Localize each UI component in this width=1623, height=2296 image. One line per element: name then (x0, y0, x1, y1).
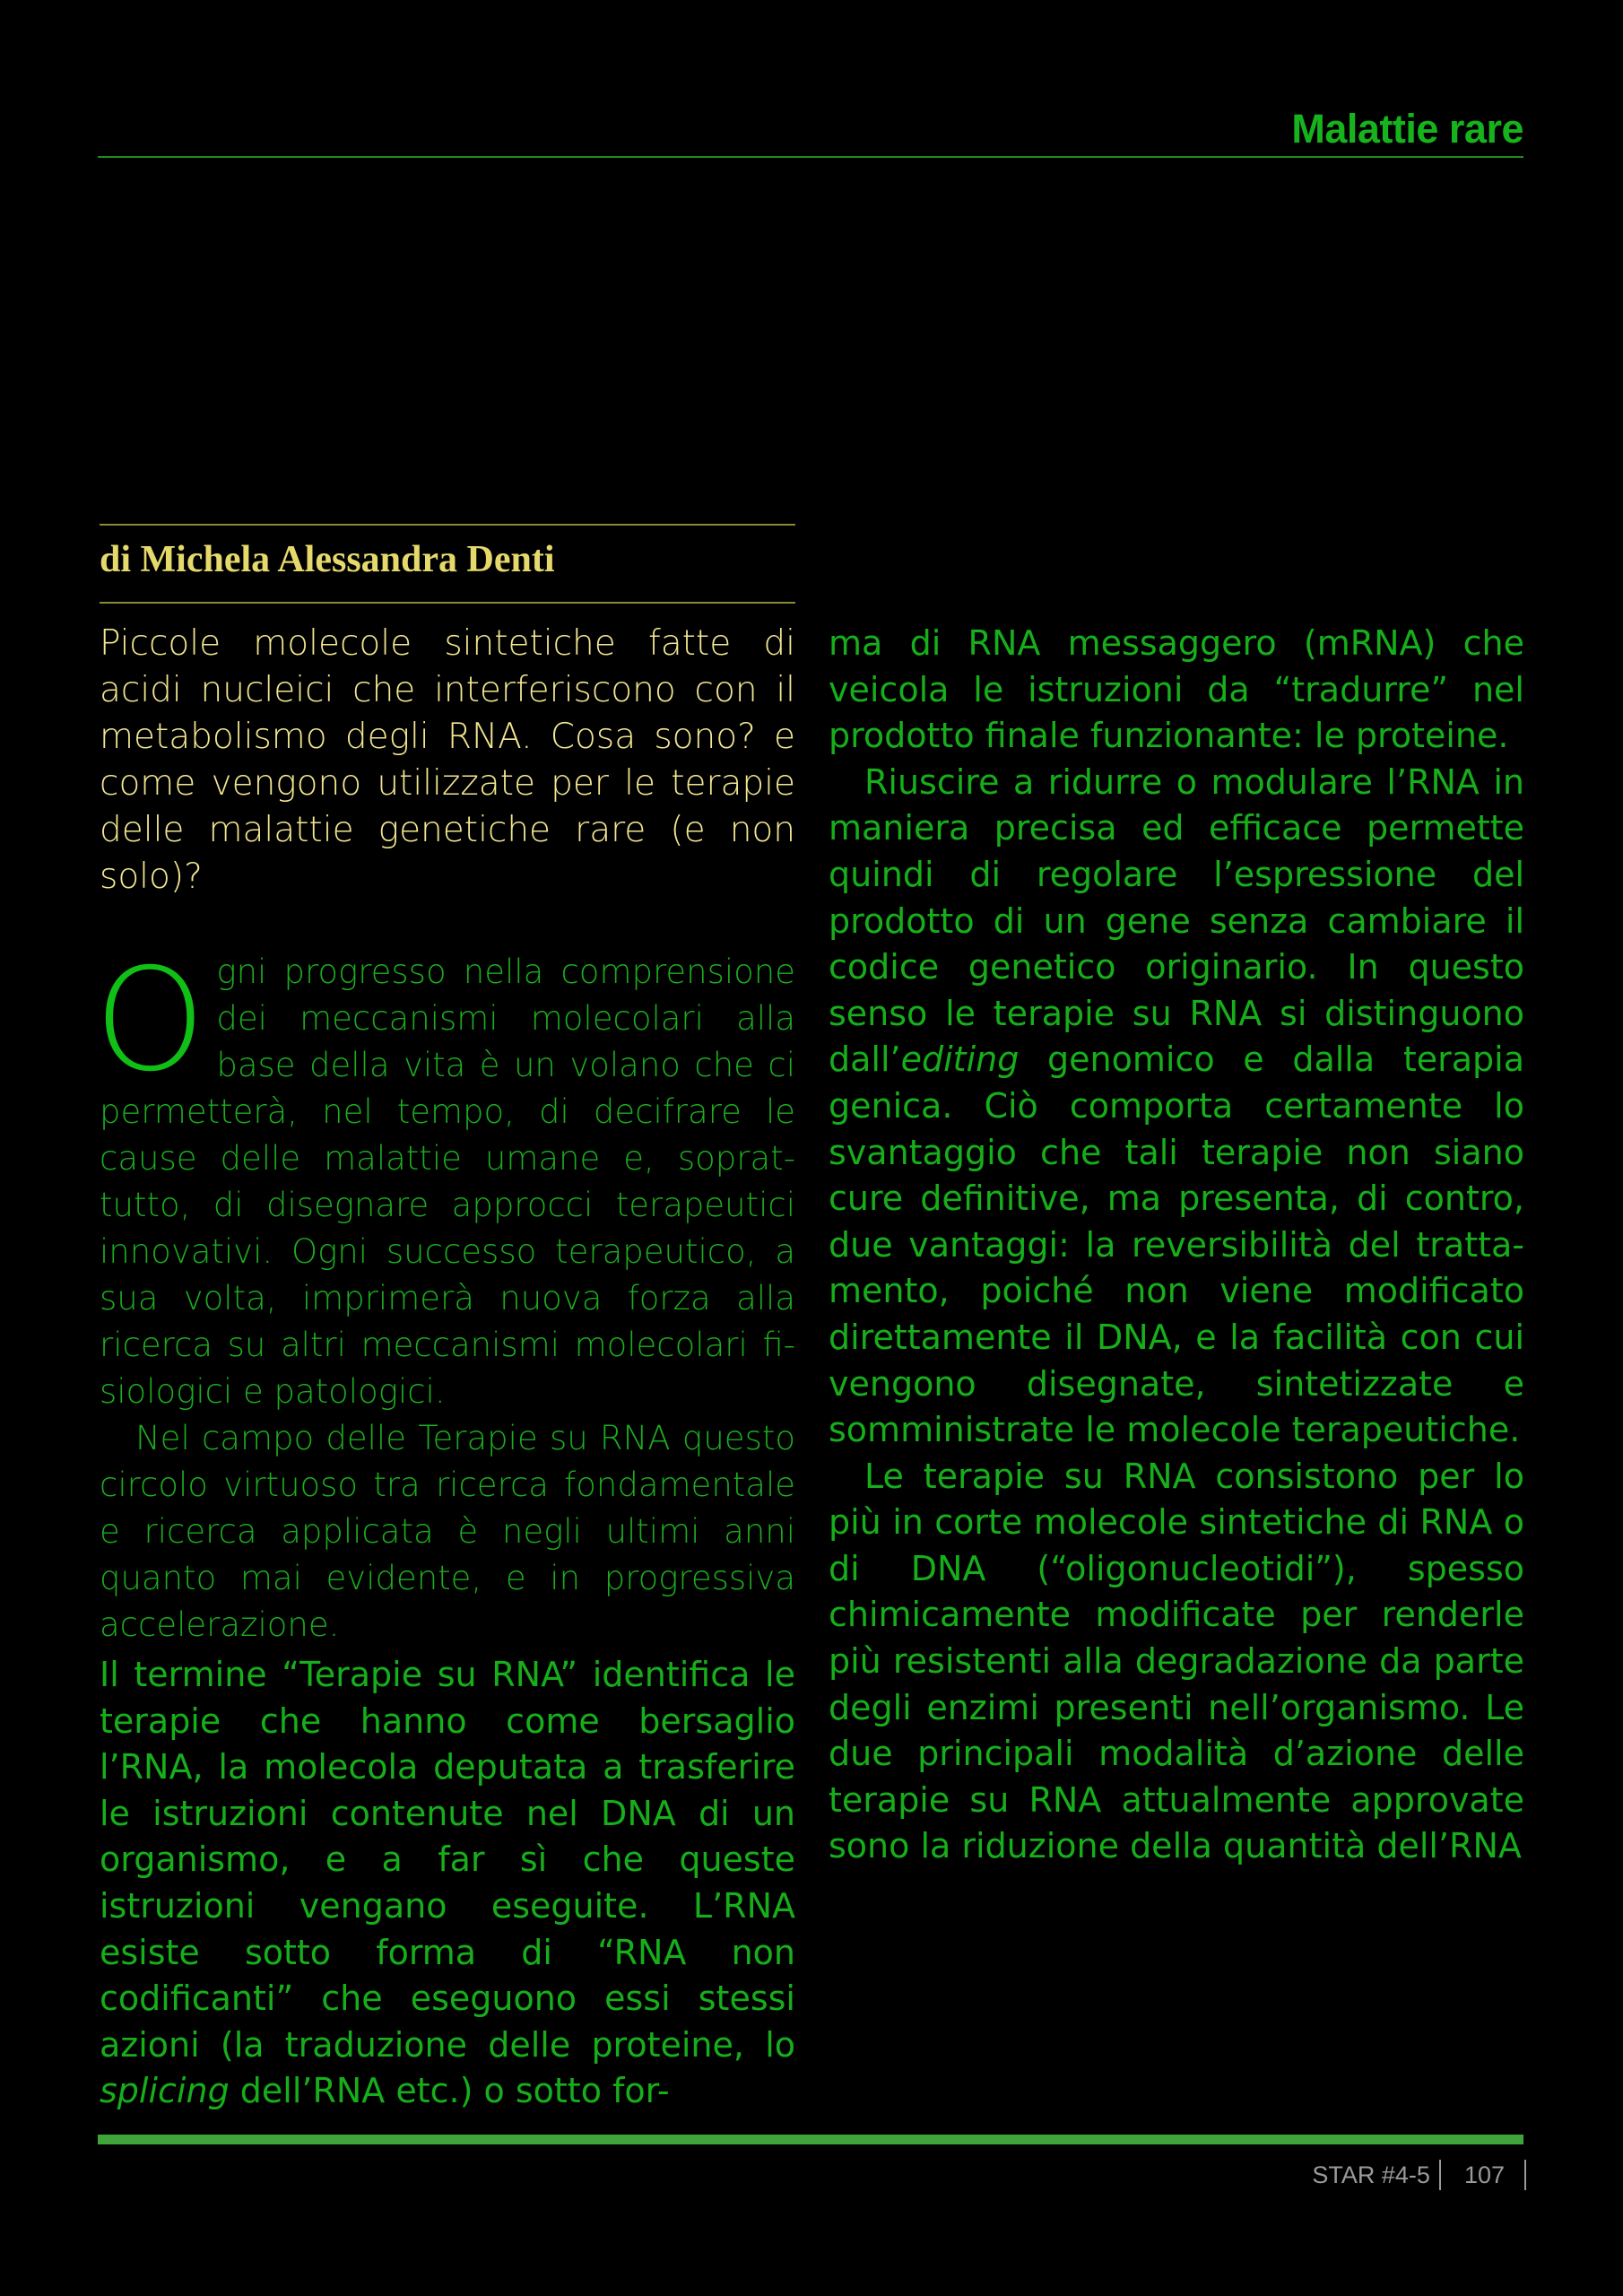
page-number: 107 (1463, 2161, 1505, 2188)
body-paragraph-2: Riuscire a ridurre o modulare l’RNA in maniera precisa ed efficace permette quindi di regolare l’espressione del prodotto di un gene senza cambiare il codice genetico originario. In questo senso le terapie su RNA si distinguono dall’editing genomico e dalla terapia genica. Ciò comporta certamente lo svantaggio che tali terapie non siano cure definitive, ma presenta, di contro, due vantaggi: la reversibilità del trattamento, poiché non viene modificato direttamente il DNA, e la facilità con cui vengono disegnate, sintetizzate e somministrate le molecole terapeutiche. (829, 761, 1524, 1450)
header-rule (98, 156, 1523, 158)
footer (1312, 2160, 1526, 2190)
magazine-issue: STAR #4-5 (1312, 2161, 1430, 2188)
intro-paragraph-2: Nel campo delle Terapie su RNA questo circolo virtuoso tra ricerca fondamentale e ricerca applicata è negli ultimi anni quanto mai evidente, e in progressiva accelerazione. (100, 1419, 795, 1644)
drop-cap: O (94, 938, 206, 1103)
intro-paragraph-1: Ogni progresso nella comprensione dei meccanismi molecolari alla base della vita è un volano che ci permetterà, nel tempo, di decifrare le cause delle malattie umane e, soprattutto, di disegnare approcci terapeutici innovativi. Ogni successo terapeutico, a sua volta, imprimerà nuova forza alla ricerca su altri meccanismi molecolari fisiologici e patologici. (94, 938, 795, 1411)
author-byline: di Michela Alessandra Denti (100, 539, 555, 580)
footer-bar (98, 2135, 1523, 2144)
section-title: Malattie rare (1291, 106, 1523, 152)
left-column (94, 621, 795, 2115)
right-column (829, 621, 1524, 1870)
body-paragraph-1-part-a: Il termine “Terapie su RNA” identifica le terapie che hanno come bersaglio l’RNA, la molecola deputata a trasferire le istruzioni contenute nel DNA di un organismo, e a far sì che queste istruzioni vengano eseguite. L’RNA esiste sotto forma di “RNA non codificanti” che eseguono essi stessi azioni (la traduzione delle proteine, lo splicing dell’RNA etc.) o sotto for- (100, 1655, 795, 2111)
footer-divider-end (1524, 2160, 1526, 2190)
author-rule-top (100, 524, 795, 526)
footer-divider (1439, 2160, 1441, 2190)
author-rule-bottom (100, 602, 795, 604)
body-paragraph-3: Le terapie su RNA consistono per lo più in corte molecole sintetiche di RNA o di DNA (“oligonucleotidi”), spesso chimicamente modificate per renderle più resistenti alla degradazione da parte degli enzimi presenti nell’organismo. Le due principali modalità d’azione delle terapie su RNA attualmente approvate sono la riduzione della quantità dell’RNA (829, 1456, 1524, 1866)
lead-paragraph: Piccole molecole sintetiche fatte di acidi nucleici che interferiscono con il metabolismo degli RNA. Cosa sono? e come vengono utilizzate per le terapie delle malattie genetiche rare (e non solo)? (100, 623, 795, 897)
body-paragraph-1-continuation: ma di RNA messaggero (mRNA) che veicola le istruzioni da “tradurre” nel prodotto finale funzionante: le proteine. (829, 623, 1524, 756)
